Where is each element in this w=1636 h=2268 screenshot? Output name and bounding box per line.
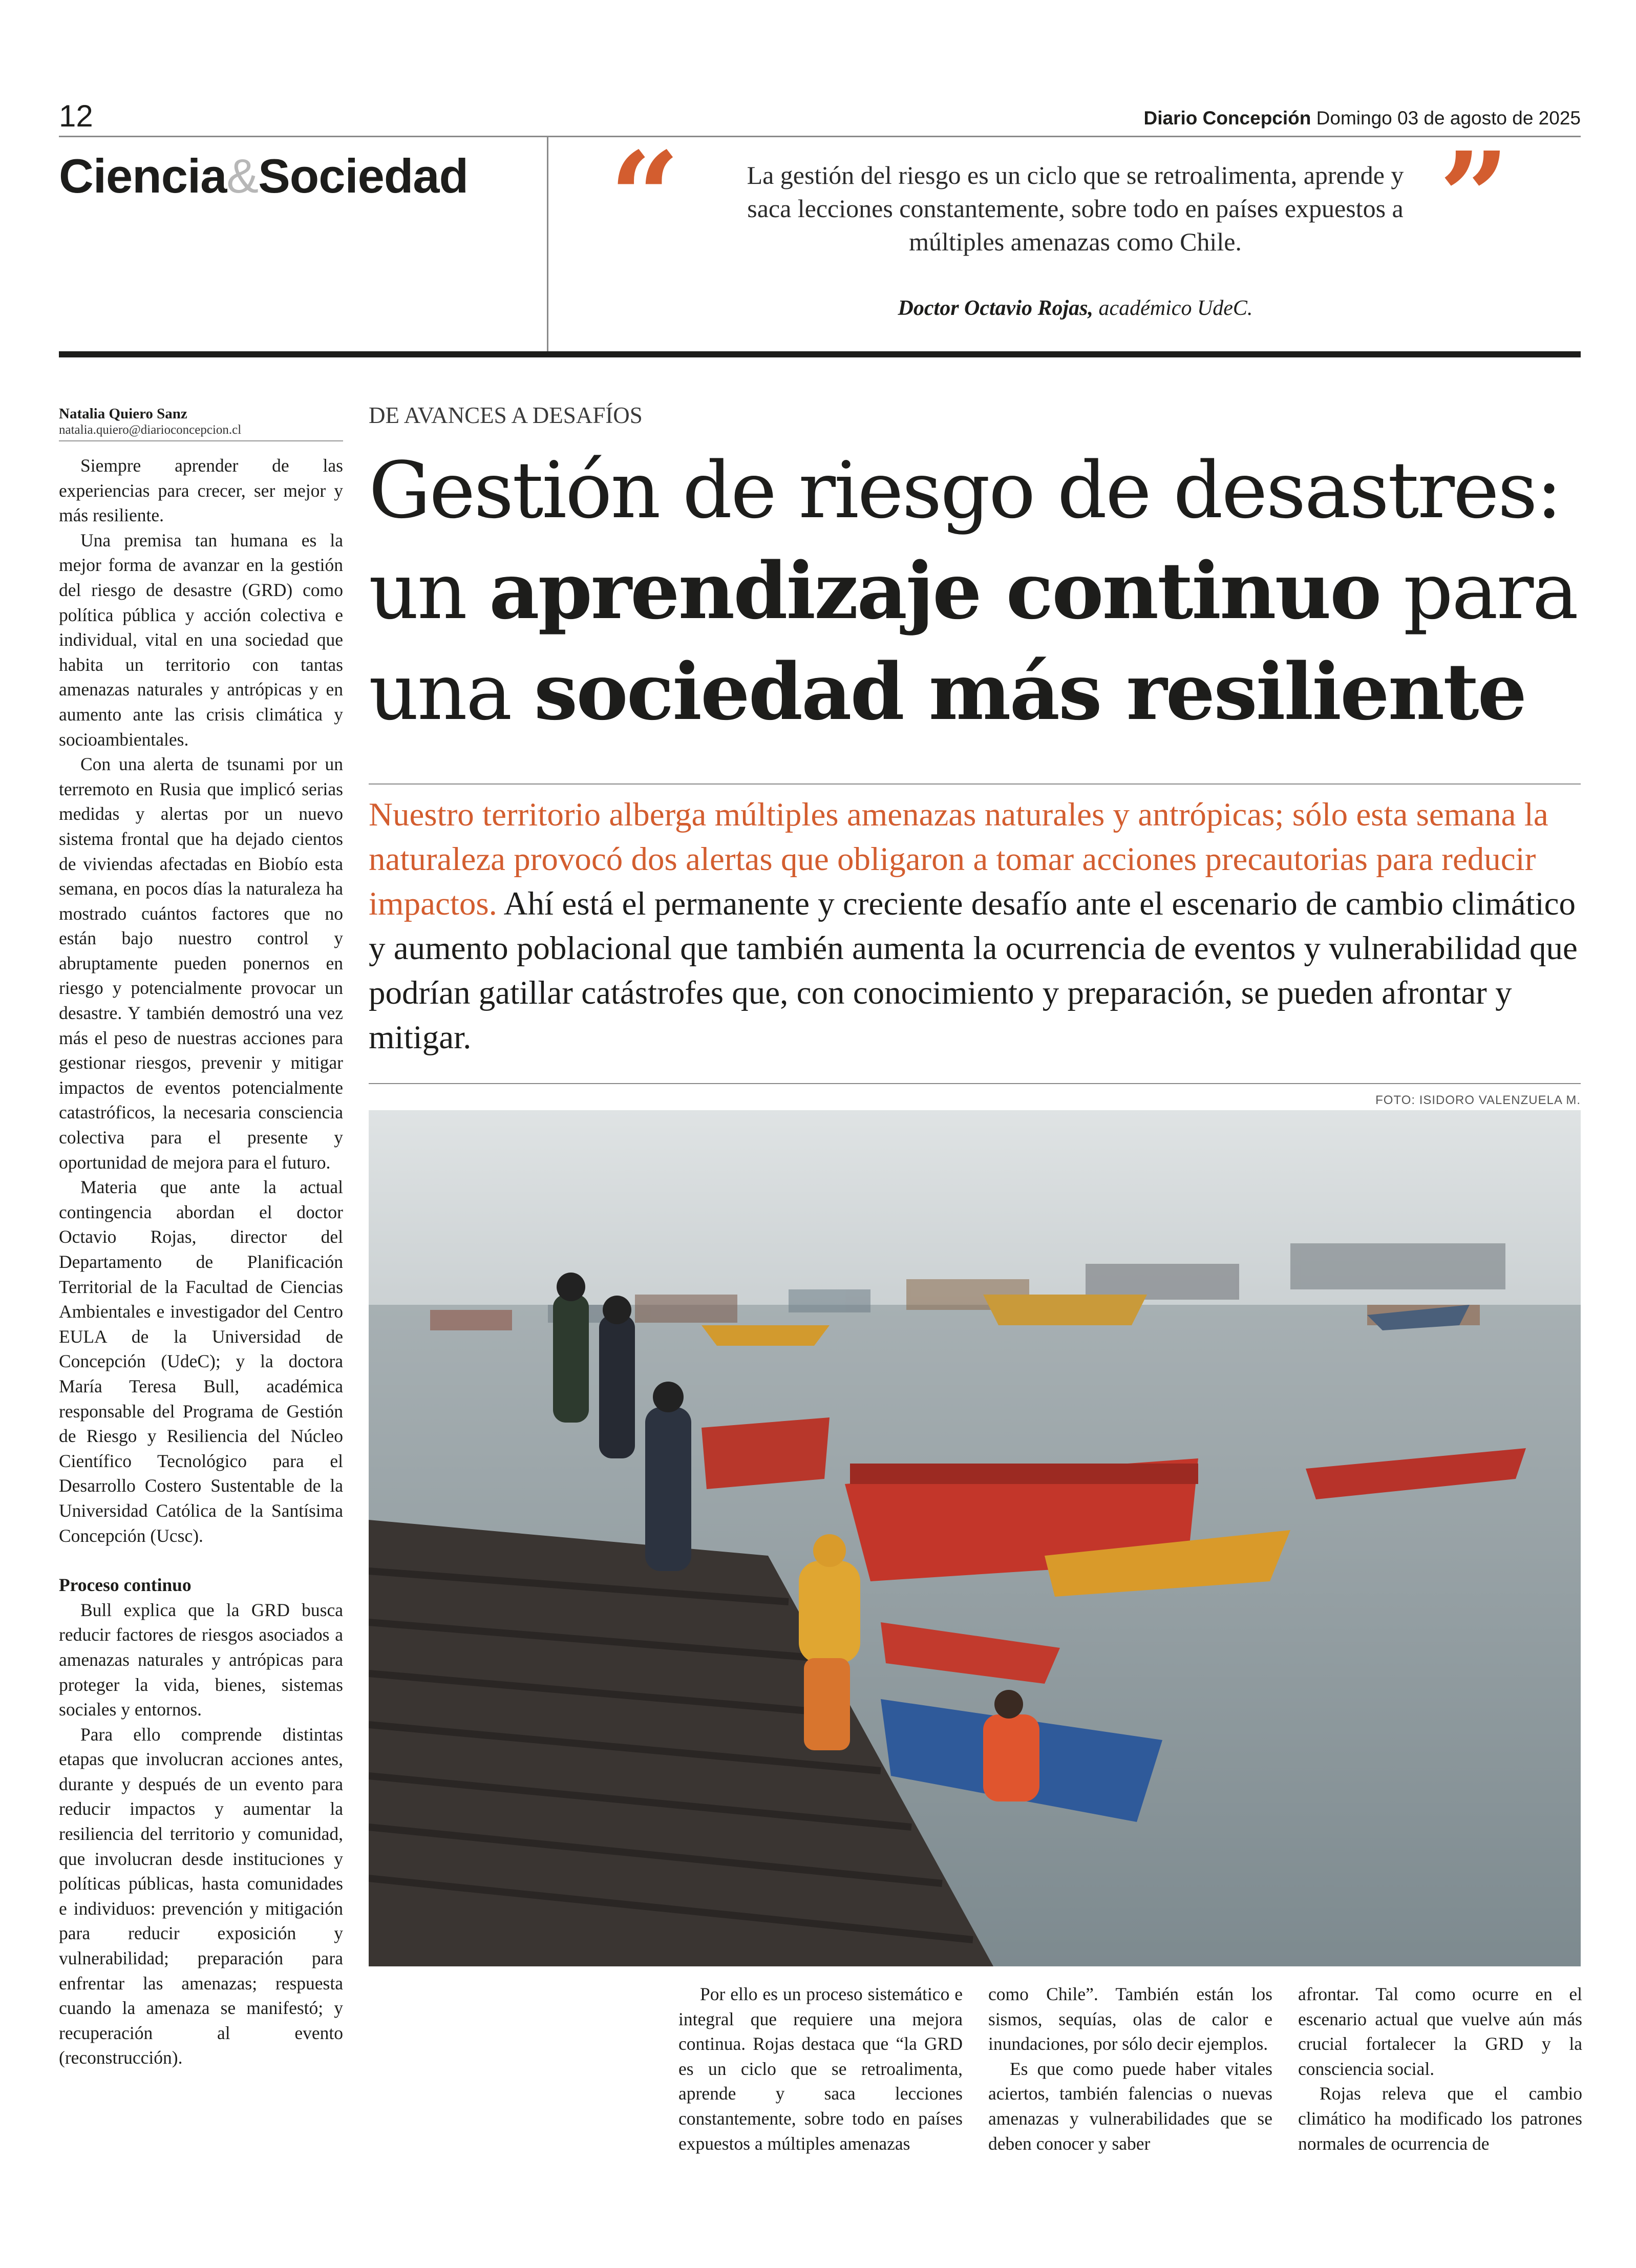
open-quote-icon: “ bbox=[609, 125, 681, 269]
headline-part1: Gestión de riesgo de desastres: un bbox=[369, 445, 1561, 637]
headline bbox=[369, 440, 1587, 743]
yellow-boat bbox=[702, 1325, 830, 1346]
pull-quote: La gestión del riesgo es un ciclo que se retroalimenta, aprende y saca lecciones constantemente, sobre todo en países expuestos a múltiples amenazas como Chile. bbox=[747, 161, 1404, 256]
bottom-column-3 bbox=[1298, 1982, 1582, 2156]
close-quote-icon: ” bbox=[1439, 125, 1510, 269]
header-rule bbox=[59, 136, 1581, 137]
quote-author-name: Doctor Octavio Rojas, bbox=[898, 296, 1094, 320]
paragraph: como Chile”. También están los sismos, sequías, olas de calor e inundaciones, por sólo decir ejemplos. bbox=[988, 1984, 1272, 2054]
subheading: Proceso continuo bbox=[59, 1575, 192, 1596]
section-title bbox=[59, 149, 468, 204]
lead-paragraph bbox=[369, 793, 1587, 1060]
paragraph: Siempre aprender de las experiencias para crecer, ser mejor y más resiliente. bbox=[59, 455, 343, 526]
paragraph: Rojas releva que el cambio climático ha modificado los patrones normales de ocurrencia de bbox=[1298, 2083, 1582, 2154]
paragraph: Es que como puede haber vitales aciertos, también falencias o nuevas amenazas y vulnerabilidades que se deben conocer y saber bbox=[988, 2058, 1272, 2154]
paragraph: Bull explica que la GRD busca reducir factores de riesgos asociados a amenazas naturales y antrópicas para proteger la vida, bienes, sistemas sociales y entornos. bbox=[59, 1599, 343, 1720]
left-column bbox=[59, 453, 343, 2070]
headline-bold2: sociedad más resiliente bbox=[534, 646, 1526, 737]
lead-bottom-rule bbox=[369, 1083, 1581, 1084]
byline bbox=[59, 406, 343, 438]
lead-rest: Ahí está el permanente y creciente desafío ante el escenario de cambio climático y aumento poblacional que también aumenta la ocurrencia de eventos y vulnerabilidad que podrían gatillar catástrofes que, con conocimiento y preparación, se pueden afrontar y mitigar. bbox=[369, 885, 1578, 1056]
paper-name: Diario Concepción bbox=[1143, 108, 1311, 129]
yellow-boat-2 bbox=[983, 1295, 1147, 1325]
author-name: Natalia Quiero Sanz bbox=[59, 406, 187, 422]
harbor-photo bbox=[369, 1110, 1581, 1966]
kicker: DE AVANCES A DESAFÍOS bbox=[369, 402, 643, 428]
issue-date: Domingo 03 de agosto de 2025 bbox=[1316, 108, 1581, 129]
header-bottom-rule bbox=[59, 351, 1581, 357]
paragraph: Materia que ante la actual contingencia abordan el doctor Octavio Rojas, director del Departamento de Planificación Territorial de la Facultad de Ciencias Ambientales e investigador del Centro EULA de la Universidad de Concepción (UdeC); y la doctora María Teresa Bull, académica responsable del Programa de Gestión de Riesgo y Resiliencia del Núcleo Científico Tecnológico para el Desarrollo Costero Sustentable de la Universidad Católica de la Santísima Concepción (Ucsc). bbox=[59, 1177, 343, 1546]
quote-attribution bbox=[732, 296, 1418, 321]
lead-highlight: Nuestro territorio alberga múltiples amenazas naturales y antrópicas; sólo esta semana la naturaleza provocó dos alertas que obligaron a tomar acciones precautorias para reducir impactos. bbox=[369, 796, 1548, 922]
section-part2: Sociedad bbox=[258, 149, 468, 203]
paragraph: Por ello es un proceso sistemático e integral que requiere una mejora continua. Rojas destaca que “la GRD es un ciclo que se retroalimenta, aprende y saca lecciones constantemente, sobre todo en países expuestos a múltiples amenazas bbox=[678, 1984, 963, 2154]
paragraph: Para ello comprende distintas etapas que involucran acciones antes, durante y después de un evento para reducir impactos y aumentar la resiliencia del territorio y comunidad, que involucran desde instituciones y políticas públicas, hasta comunidades e individuos: prevención y mitigación para reducir exposición y vulnerabilidad; preparación para enfrentar las amenazas; respuesta cuando la amenaza se manifestó; y recuperación al evento (reconstrucción). bbox=[59, 1724, 343, 2068]
lead-top-rule bbox=[369, 783, 1581, 785]
headline-bold1: aprendizaje continuo bbox=[489, 545, 1380, 637]
byline-rule bbox=[59, 440, 343, 441]
masthead-line bbox=[1143, 108, 1581, 129]
section-ampersand: & bbox=[226, 149, 259, 203]
author-email: natalia.quiero@diarioconcepcion.cl bbox=[59, 423, 242, 437]
quote-author-role: académico UdeC. bbox=[1093, 296, 1253, 320]
headline-part2: para una bbox=[369, 546, 1577, 737]
paragraph: Con una alerta de tsunami por un terremoto en Rusia que implicó serias medidas y alertas por un nuevo sistema frontal que ha dejado cientos de viviendas afectadas en Biobío esta semana, en pocos días la naturaleza ha mostrado cuántos factores que no están bajo nuestro control y abruptamente pueden ponernos en riesgo y potencialmente provocar un desastre. Y también demostró una vez más el peso de nuestras acciones para gestionar riesgos, prevenir y mitigar impactos de eventos potencialmente catastróficos, la necesaria consciencia colectiva para el presente y oportunidad de mejora para el futuro. bbox=[59, 754, 343, 1173]
red-boat-left bbox=[702, 1417, 830, 1489]
bottom-column-2 bbox=[988, 1982, 1272, 2156]
page-number: 12 bbox=[59, 99, 93, 133]
bottom-column-1 bbox=[678, 1982, 963, 2156]
paragraph: afrontar. Tal como ocurre en el escenario actual que vuelve aún más crucial fortalecer la GRD y la consciencia social. bbox=[1298, 1984, 1582, 2079]
paragraph: Una premisa tan humana es la mejor forma de avanzar en la gestión del riesgo de desastre (GRD) como política pública y acción colectiva e individual, vital en una sociedad que habita un territorio con tantas amenazas naturales y antrópicas y en aumento ante las crisis climática y socioambientales. bbox=[59, 529, 343, 750]
section-part1: Ciencia bbox=[59, 149, 227, 203]
header-divider bbox=[547, 136, 548, 353]
photo-credit: FOTO: ISIDORO VALENZUELA M. bbox=[1375, 1093, 1581, 1107]
